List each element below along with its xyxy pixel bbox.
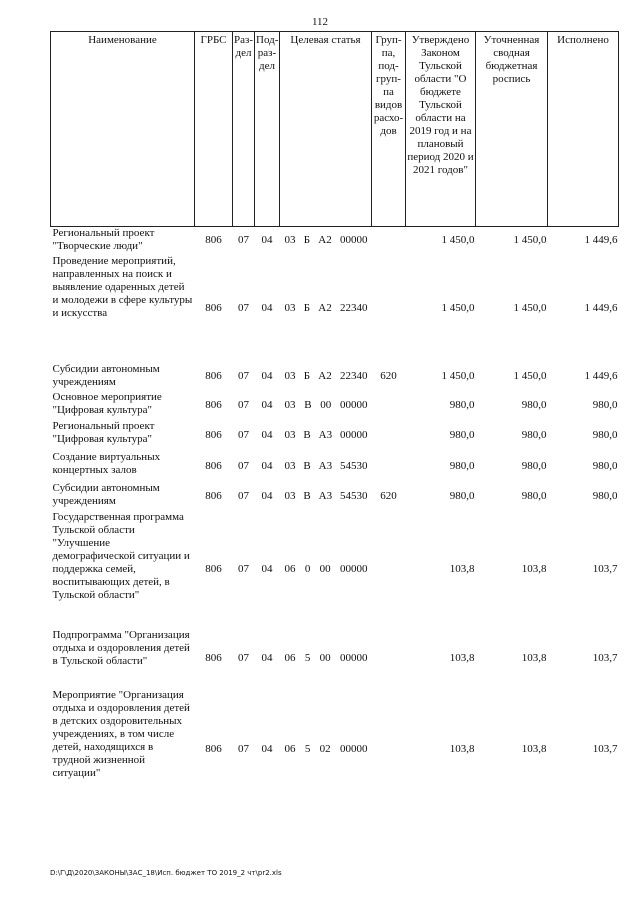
row-refined: 980,0 [521, 459, 547, 472]
header-executed: Исполнено [548, 32, 619, 227]
row-approved: 980,0 [449, 398, 475, 411]
row-target-event: 00 [319, 652, 331, 664]
row-razdel: 07 [238, 234, 249, 247]
row-target-direction: 54530 [339, 489, 368, 502]
row-approved: 980,0 [449, 459, 475, 472]
row-target-program: 06 [284, 743, 296, 755]
header-podrazdel: Под-раз-дел [255, 32, 280, 227]
row-target-event: 00 [320, 398, 332, 411]
table-row [51, 391, 619, 420]
table-row [51, 482, 619, 511]
row-target [280, 420, 372, 451]
table-row [51, 451, 619, 482]
row-razdel: 07 [238, 302, 249, 314]
row-executed: 103,7 [592, 652, 618, 664]
header-name: Наименование [51, 32, 195, 227]
row-name: Создание виртуальных концертных залов [52, 450, 161, 476]
row-approved: 1 450,0 [441, 234, 475, 247]
row-podrazdel: 04 [261, 743, 273, 755]
row-grbs: 806 [205, 652, 222, 664]
row-target-program: 03 [284, 370, 296, 382]
row-target [280, 391, 372, 420]
header-grbs: ГРБС [195, 32, 233, 227]
row-target-direction: 00000 [339, 652, 368, 664]
row-podrazdel: 04 [261, 398, 273, 411]
header-razdel: Раз-дел [233, 32, 255, 227]
row-group: 620 [380, 489, 397, 502]
row-target-direction: 00000 [339, 428, 368, 441]
row-target-direction: 22340 [339, 370, 368, 382]
row-refined: 980,0 [521, 489, 547, 502]
row-grbs: 806 [205, 563, 222, 575]
row-target [280, 363, 372, 391]
row-refined: 1 450,0 [513, 370, 547, 382]
row-razdel: 07 [238, 563, 249, 575]
row-podrazdel: 04 [261, 234, 273, 247]
row-group [372, 689, 406, 811]
row-name: Подпрограмма "Организация отдыха и оздоровления детей в Тульской области" [52, 628, 190, 667]
row-grbs: 806 [205, 428, 222, 441]
header-refined: Уточненная сводная бюджетная роспись [476, 32, 548, 227]
table-row [51, 255, 619, 363]
row-refined: 103,8 [521, 743, 547, 755]
row-group [372, 255, 406, 363]
row-target-program: 06 [284, 652, 296, 664]
file-path-footer: D:\Г\Д\2020\ЗАКОНЫ\ЗАС_18\Исп. бюджет ТО 2019_2 чт\pr2.xls [50, 869, 282, 877]
row-refined: 1 450,0 [513, 302, 547, 314]
row-target [280, 255, 372, 363]
row-razdel: 07 [238, 428, 249, 441]
row-target [280, 629, 372, 689]
row-razdel: 07 [238, 398, 249, 411]
row-name: Региональный проект "Цифровая культура" [52, 419, 155, 445]
table-row [51, 689, 619, 811]
row-grbs: 806 [205, 370, 222, 382]
row-target [280, 451, 372, 482]
row-target-event: А3 [318, 489, 333, 502]
row-name: Проведение мероприятий, направленных на поиск и выявление одаренных детей и молодежи в сфере культуры и искусства [52, 254, 193, 319]
row-target [280, 482, 372, 511]
header-target: Целевая статья [280, 32, 372, 227]
row-group [372, 451, 406, 482]
row-name: Региональный проект "Творческие люди" [52, 227, 155, 252]
row-group [372, 420, 406, 451]
row-target-subprogram: Б [303, 302, 311, 314]
row-refined: 980,0 [521, 398, 547, 411]
row-target-program: 03 [284, 428, 296, 441]
row-name: Субсидии автономным учреждениям [52, 481, 160, 507]
row-podrazdel: 04 [261, 459, 273, 472]
row-name: Основное мероприятие "Цифровая культура" [52, 390, 162, 416]
row-target [280, 511, 372, 629]
row-approved: 980,0 [449, 489, 475, 502]
row-executed: 980,0 [592, 398, 618, 411]
row-razdel: 07 [238, 652, 249, 664]
table-header-row [51, 32, 619, 227]
row-refined: 1 450,0 [513, 234, 547, 247]
row-refined: 980,0 [521, 428, 547, 441]
row-podrazdel: 04 [261, 489, 273, 502]
row-refined: 103,8 [521, 652, 547, 664]
row-group [372, 391, 406, 420]
row-razdel: 07 [238, 459, 249, 472]
row-target-event: А2 [318, 370, 332, 382]
row-grbs: 806 [205, 743, 222, 755]
page-number: 112 [311, 16, 329, 28]
row-executed: 980,0 [592, 459, 618, 472]
row-executed: 980,0 [592, 428, 618, 441]
row-target-subprogram: 5 [304, 652, 311, 664]
row-target-event: А2 [318, 302, 332, 314]
row-target-event: А2 [318, 234, 332, 247]
row-target-program: 03 [284, 234, 296, 247]
row-group: 620 [380, 370, 397, 382]
row-name: Мероприятие "Организация отдыха и оздоровления детей в детских оздоровительных учреждениях, в том числе детей, находящихся в трудной жизненной ситуации" [52, 688, 190, 779]
table-row [51, 511, 619, 629]
row-group [372, 227, 406, 255]
table-row [51, 227, 619, 255]
row-executed: 980,0 [592, 489, 618, 502]
row-razdel: 07 [238, 370, 249, 382]
row-grbs: 806 [205, 398, 222, 411]
row-target-program: 03 [284, 398, 296, 411]
row-podrazdel: 04 [261, 563, 273, 575]
row-target-direction: 00000 [339, 563, 368, 575]
row-grbs: 806 [205, 234, 222, 247]
row-target-subprogram: 5 [304, 743, 311, 755]
row-target-event: 02 [319, 743, 331, 755]
row-name: Субсидии автономным учреждениям [52, 362, 160, 388]
row-grbs: 806 [205, 459, 222, 472]
row-target-program: 03 [284, 489, 296, 502]
row-target-direction: 00000 [339, 234, 368, 247]
row-target-subprogram: Б [303, 234, 311, 247]
row-podrazdel: 04 [261, 428, 273, 441]
row-target-subprogram: В [304, 398, 312, 411]
row-name: Государственная программа Тульской области "Улучшение демографической ситуации и поддержка семей, воспитывающих детей, в Тульской области" [52, 510, 190, 601]
row-target-subprogram: Б [303, 370, 311, 382]
row-target-subprogram: В [303, 489, 311, 502]
header-group: Груп-па, под-груп-па видов расхо-дов [372, 32, 406, 227]
row-executed: 103,7 [592, 563, 618, 575]
row-approved: 1 450,0 [441, 370, 475, 382]
budget-table [50, 31, 619, 811]
table-row [51, 420, 619, 451]
row-target [280, 227, 372, 255]
row-executed: 1 449,6 [584, 234, 618, 247]
row-target-program: 03 [284, 302, 296, 314]
row-grbs: 806 [205, 489, 222, 502]
row-podrazdel: 04 [261, 370, 273, 382]
row-group [372, 629, 406, 689]
row-group [372, 511, 406, 629]
row-target-event: 00 [319, 563, 331, 575]
row-target-event: А3 [318, 428, 333, 441]
row-razdel: 07 [238, 743, 249, 755]
row-approved: 103,8 [449, 743, 475, 755]
row-grbs: 806 [205, 302, 222, 314]
header-approved: Утверждено Законом Тульской области "О бюджете Тульской области на 2019 год и на плановый период 2020 и 2021 годов" [406, 32, 476, 227]
row-razdel: 07 [238, 489, 249, 502]
row-target-event: А3 [318, 459, 333, 472]
row-target-subprogram: 0 [304, 563, 311, 575]
table-row [51, 363, 619, 391]
row-target-subprogram: В [303, 459, 311, 472]
row-approved: 980,0 [449, 428, 475, 441]
row-executed: 103,7 [592, 743, 618, 755]
row-podrazdel: 04 [261, 302, 273, 314]
row-target-direction: 00000 [340, 398, 368, 411]
row-target-direction: 00000 [339, 743, 368, 755]
row-approved: 1 450,0 [441, 302, 475, 314]
row-target-program: 06 [284, 563, 296, 575]
row-target [280, 689, 372, 811]
row-approved: 103,8 [449, 563, 475, 575]
row-approved: 103,8 [449, 652, 475, 664]
row-target-subprogram: В [303, 428, 311, 441]
table-row [51, 629, 619, 689]
row-refined: 103,8 [521, 563, 547, 575]
row-executed: 1 449,6 [584, 302, 618, 314]
row-target-program: 03 [284, 459, 296, 472]
row-target-direction: 54530 [339, 459, 368, 472]
row-target-direction: 22340 [339, 302, 368, 314]
row-executed: 1 449,6 [584, 370, 618, 382]
row-podrazdel: 04 [261, 652, 273, 664]
